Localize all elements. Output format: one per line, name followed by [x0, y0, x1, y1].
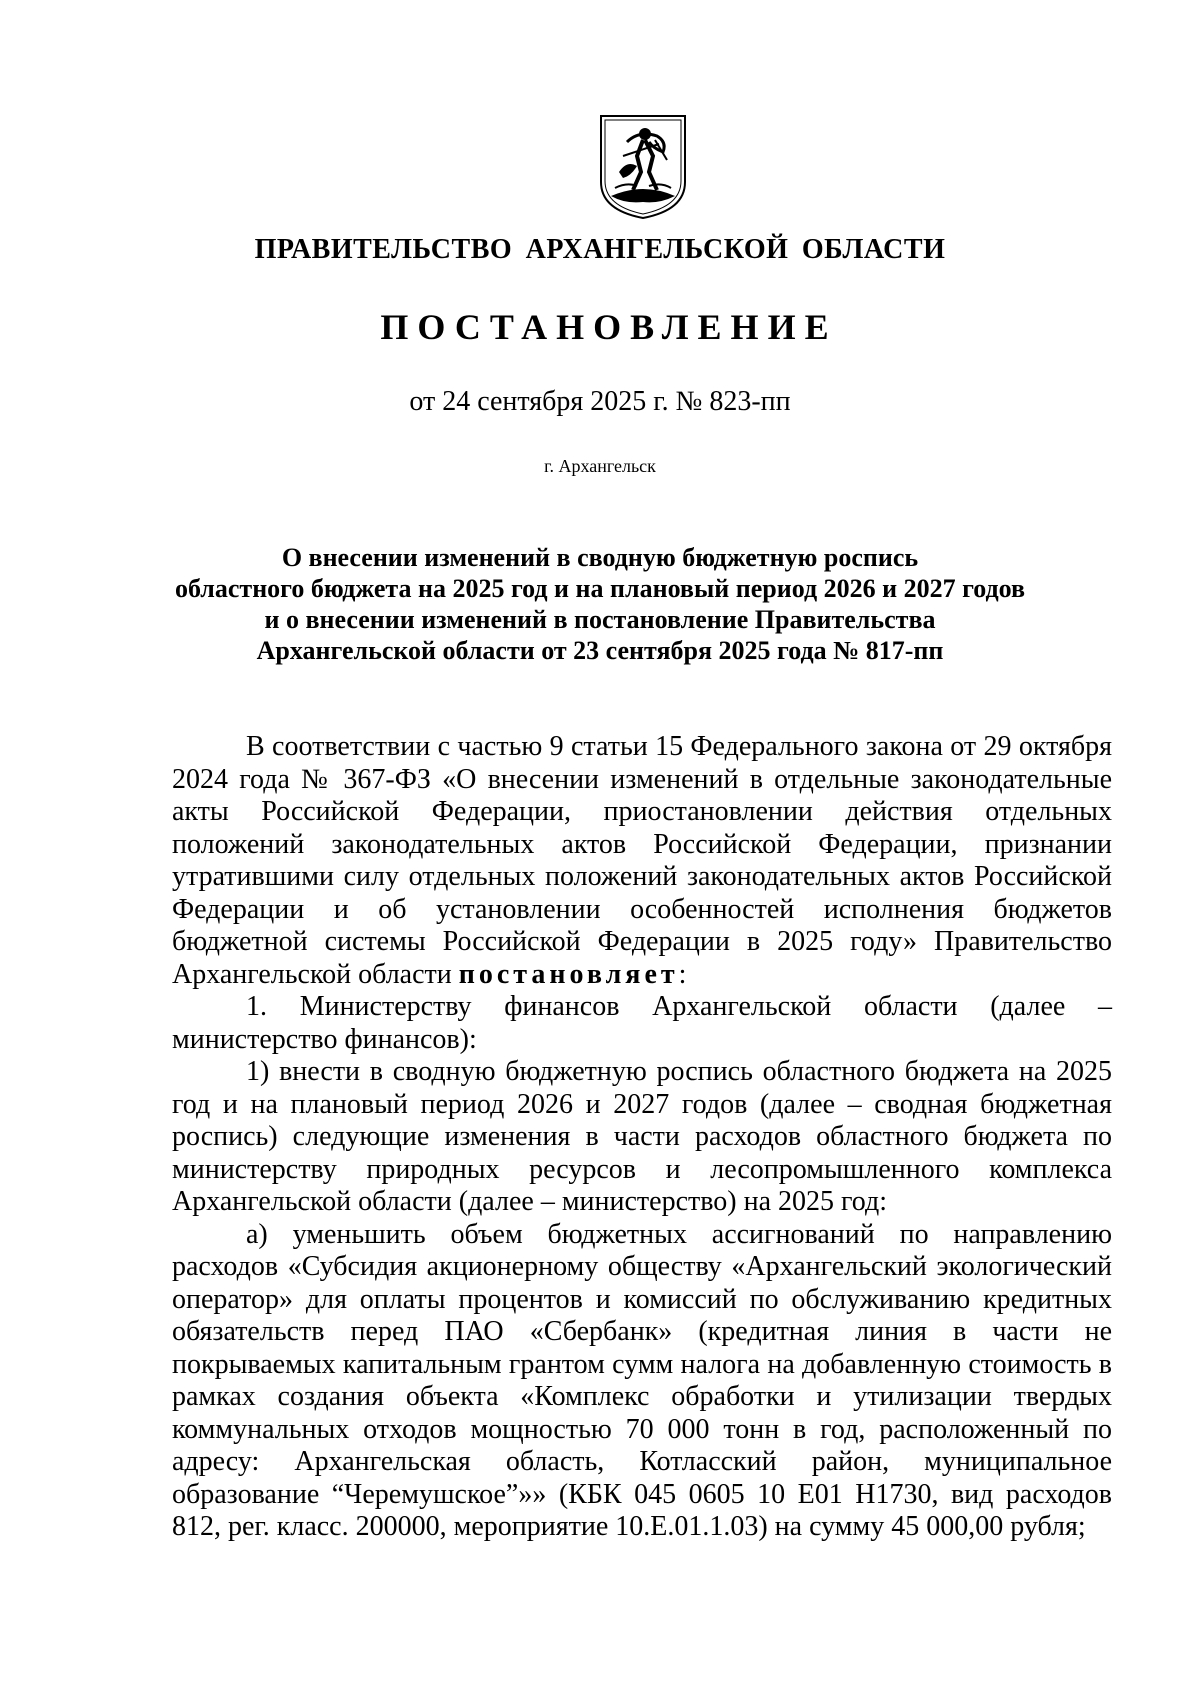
- document-subject: [0, 542, 1200, 666]
- subject-line: областного бюджета на 2025 год и на плановый период 2026 и 2027 годов: [174, 574, 1026, 603]
- preamble-paragraph: [172, 731, 1112, 991]
- coat-of-arms-emblem: [597, 112, 689, 222]
- clause-1: 1. Министерству финансов Архангельской области (далее – министерство финансов):: [172, 991, 1112, 1055]
- preamble-text: В соответствии с частью 9 статьи 15 Федерального закона от 29 октября 2024 года № 367-ФЗ «О внесении изменений в отдельные законодательные акты Российской Федерации, приостановлении действия отдельных положений законодательных актов Российской Федерации, признании утратившими силу отдельных положений законодательных актов Российской Федерации и об установлении особенностей исполнения бюджетов бюджетной системы Российской Федерации в 2025 году» Правительство Архангельской области: [172, 731, 1112, 990]
- resolves-word: постановляет: [458, 958, 679, 990]
- subject-line: О внесении изменений в сводную бюджетную роспись: [281, 543, 919, 572]
- document-type: ПОСТАНОВЛЕНИЕ: [380, 307, 838, 347]
- document-date-number: от 24 сентября 2025 г. № 823-пп: [409, 386, 791, 417]
- document-city: г. Архангельск: [544, 456, 656, 476]
- document-body: [172, 731, 1112, 1544]
- clause-1-1: 1) внести в сводную бюджетную роспись областного бюджета на 2025 год и на плановый период 2026 и 2027 годов (далее – сводная бюджетная роспись) следующие изменения в части расходов областного бюджета по министерству природных ресурсов и лесопромышленного комплекса Архангельской области (далее – министерство) на 2025 год:: [172, 1056, 1112, 1217]
- resolves-colon: :: [678, 958, 687, 990]
- subject-line: Архангельской области от 23 сентября 2025 года № 817-пп: [256, 636, 944, 665]
- government-name: ПРАВИТЕЛЬСТВО АРХАНГЕЛЬСКОЙ ОБЛАСТИ: [254, 234, 946, 265]
- subject-line: и о внесении изменений в постановление Правительства: [264, 605, 936, 634]
- clause-1-1-a: а) уменьшить объем бюджетных ассигнований по направлению расходов «Субсидия акционерному обществу «Архангельский экологический оператор» для оплаты процентов и комиссий по обслуживанию кредитных обязательств перед ПАО «Сбербанк» (кредитная линия в части не покрываемых капитальным грантом сумм налога на добавленную стоимость в рамках создания объекта «Комплекс обработки и утилизации твердых коммунальных отходов мощностью 70 000 тонн в год, расположенный по адресу: Архангельская область, Котласский район, муниципальное образование “Черемушское”»» (КБК 045 0605 10 Е01 Н1730, вид расходов 812, рег. класс. 200000, мероприятие 10.Е.01.1.03) на сумму 45 000,00 рубля;: [172, 1218, 1112, 1542]
